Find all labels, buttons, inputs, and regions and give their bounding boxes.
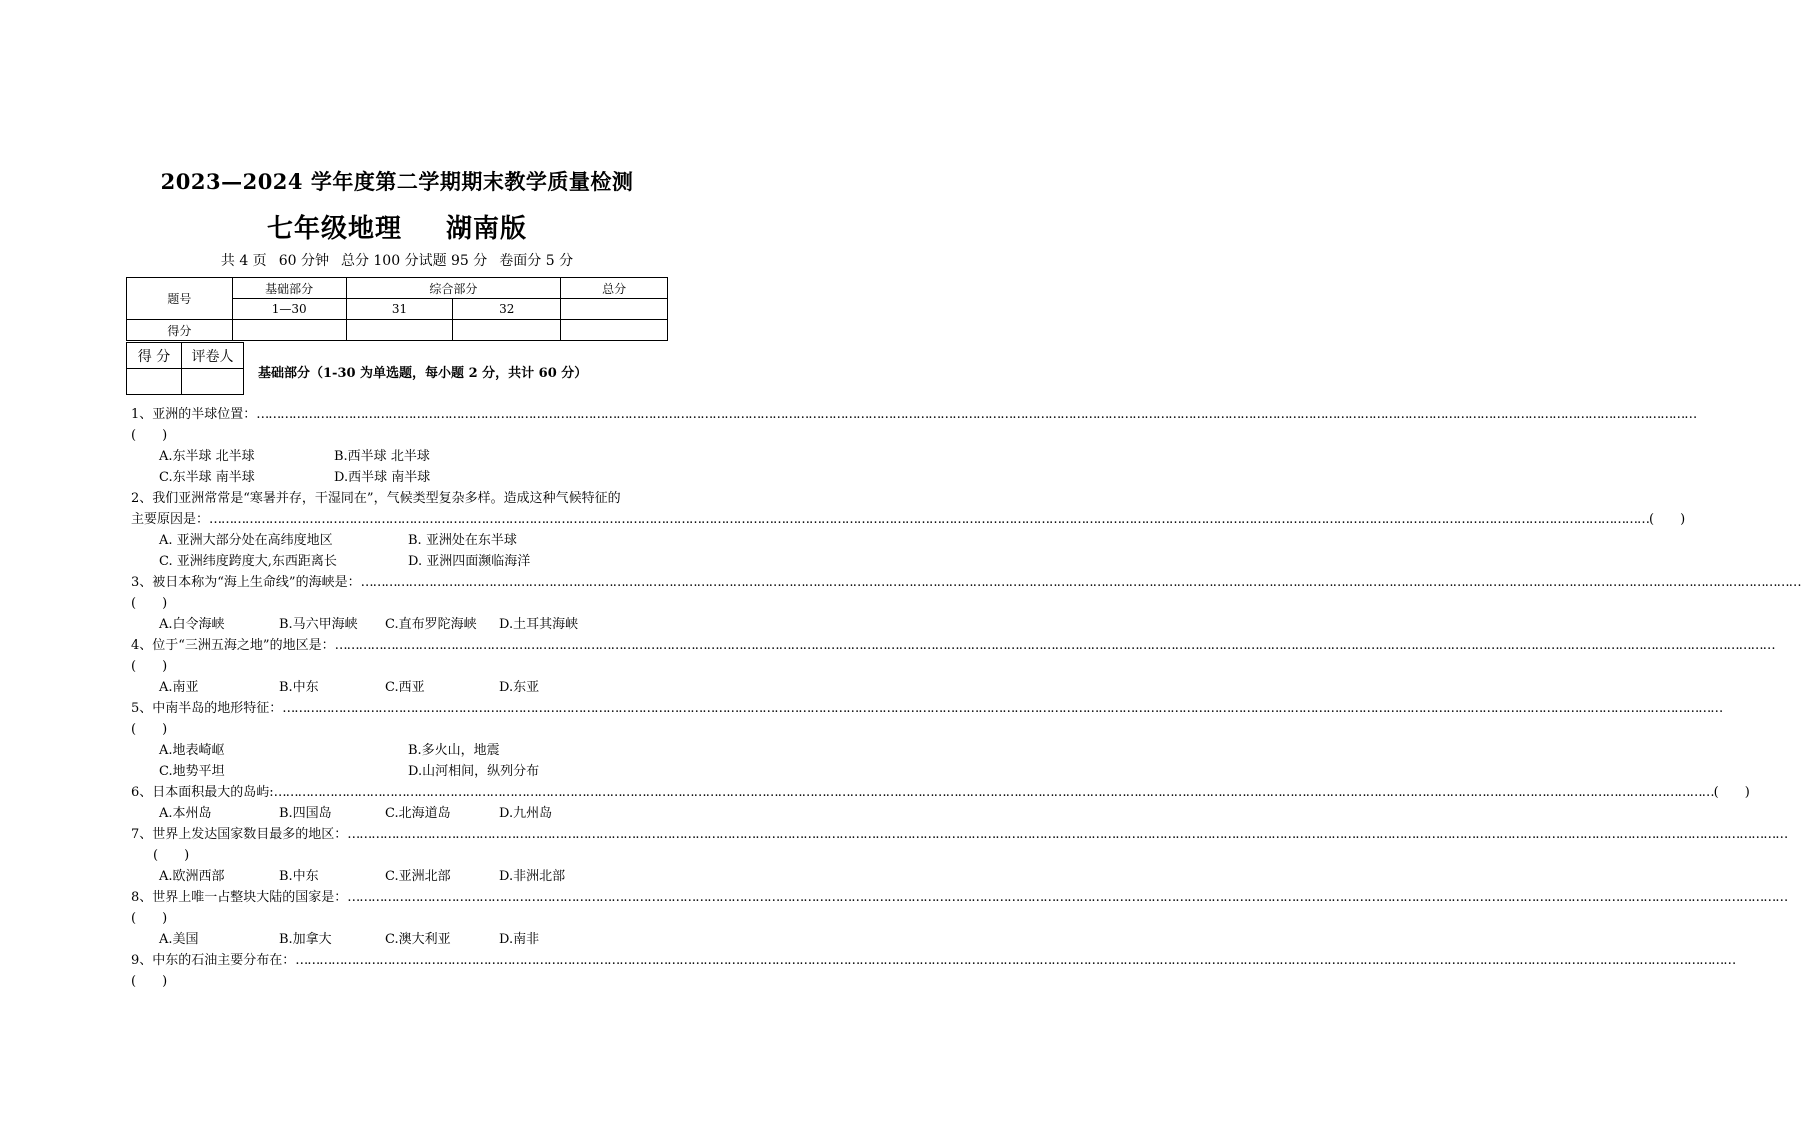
score-table (126, 277, 668, 341)
question-32: 32 (453, 299, 561, 320)
leader-dots: ……………………………………………………………………………………………………………………………………………………………………………………………………………………………………………………………………………………………………………………………… (209, 512, 1650, 527)
basic-part-header: 基础部分 (232, 278, 346, 299)
answer-option[interactable]: B. 亚洲处在东半球 (408, 533, 517, 548)
grader-score-cell[interactable] (127, 369, 182, 395)
question-stem-line (131, 950, 1736, 971)
meta-neatness: 卷面分 5 分 (499, 253, 574, 269)
question-stem: 5、中南半岛的地形特征： (131, 701, 283, 716)
grader-box (126, 342, 244, 395)
leader-dots: ……………………………………………………………………………………………………………………………………………………………………………………………………………………………………………………………………………………………………………………………… (334, 638, 1775, 653)
answer-option[interactable]: D.山河相间，纵列分布 (408, 764, 540, 779)
edition-label: 湖南版 (446, 214, 528, 244)
leader-dots: ……………………………………………………………………………………………………………………………………………………………………………………………………………………………………………………………………………………………………………………………… (282, 701, 1723, 716)
score-cell[interactable] (453, 320, 561, 341)
question-item (131, 782, 1750, 824)
answer-option[interactable]: A.东半球 北半球 (159, 449, 255, 464)
question-stem-line (131, 404, 1697, 425)
leader-dots: ……………………………………………………………………………………………………………………………………………………………………………………………………………………………………………………………………………………………………………………………… (347, 890, 1788, 905)
answer-option[interactable]: D.东亚 (499, 680, 540, 695)
question-stem: 8、世界上唯一占整块大陆的国家是： (131, 890, 348, 905)
question-stem: 9、中东的石油主要分布在： (131, 953, 296, 968)
question-stem: 3、被日本称为“海上生命线”的海峡是： (131, 575, 361, 590)
option-row (131, 866, 663, 887)
grader-name-label: 评卷人 (182, 343, 244, 369)
answer-option[interactable]: D.土耳其海峡 (499, 617, 579, 632)
answer-paren[interactable]: ( ) (1713, 785, 1750, 800)
answer-option[interactable]: B.四国岛 (279, 806, 332, 821)
question-stem: 1、亚洲的半球位置： (131, 407, 257, 422)
question-stem-line (131, 698, 1723, 719)
question-item (131, 635, 1775, 698)
meta-total: 总分 100 分试题 95 分 (340, 253, 488, 269)
total-header: 总分 (561, 278, 668, 299)
option-row (131, 551, 663, 572)
answer-paren[interactable]: ( ) (131, 428, 168, 443)
answer-option[interactable]: A.欧洲西部 (159, 869, 225, 884)
answer-option[interactable]: A.美国 (159, 932, 199, 947)
question-item (131, 488, 1686, 572)
option-row (131, 467, 663, 488)
answer-option[interactable]: D.非洲北部 (499, 869, 566, 884)
answer-option[interactable]: B.多火山，地震 (408, 743, 500, 758)
leader-dots: ……………………………………………………………………………………………………………………………………………………………………………………………………………………………………………………………………………………………………………………………… (273, 785, 1714, 800)
answer-option[interactable]: D. 亚洲四面濒临海洋 (408, 554, 531, 569)
answer-paren[interactable]: ( ) (1649, 512, 1686, 527)
exam-subtitle (0, 208, 794, 245)
question-item (131, 404, 1697, 488)
option-row (131, 530, 663, 551)
question-stem-cont: 主要原因是： (131, 512, 210, 527)
option-row (131, 740, 663, 761)
basic-range: 1—30 (232, 299, 346, 320)
option-row (131, 803, 663, 824)
question-item (131, 698, 1723, 782)
answer-option[interactable]: C.东半球 南半球 (159, 470, 255, 485)
answer-option[interactable]: C.澳大利亚 (385, 932, 451, 947)
question-stem: 7、世界上发达国家数目最多的地区： (131, 827, 348, 842)
answer-option[interactable]: A.南亚 (159, 680, 199, 695)
leader-dots: ……………………………………………………………………………………………………………………………………………………………………………………………………………………………………………………………………………………………………………………………… (256, 407, 1697, 422)
score-cell[interactable] (561, 320, 668, 341)
section-instructions: 基础部分（1-30 为单选题，每小题 2 分，共计 60 分） (258, 366, 588, 381)
question-item (131, 572, 1801, 635)
answer-paren[interactable]: ( ) (131, 722, 168, 737)
question-item (131, 824, 1788, 887)
answer-option[interactable]: C.北海道岛 (385, 806, 451, 821)
option-row (131, 614, 663, 635)
answer-option[interactable]: D.南非 (499, 932, 540, 947)
question-number-label: 题号 (127, 278, 233, 320)
answer-option[interactable]: C.亚洲北部 (385, 869, 451, 884)
grader-name-cell[interactable] (182, 369, 244, 395)
option-row (131, 677, 663, 698)
answer-paren[interactable]: ( ) (131, 596, 168, 611)
question-stem-line (131, 635, 1775, 656)
question-stem-line (131, 509, 1686, 530)
leader-dots: ……………………………………………………………………………………………………………………………………………………………………………………………………………………………………………………………………………………………………………………………… (360, 575, 1801, 590)
meta-time: 60 分钟 (278, 253, 329, 269)
subject-label: 七年级地理 (266, 214, 402, 244)
meta-pages: 共 4 页 (220, 253, 267, 269)
answer-option[interactable]: B.中东 (279, 680, 319, 695)
answer-option[interactable]: C. 亚洲纬度跨度大,东西距离长 (159, 554, 337, 569)
answer-option[interactable]: A. 亚洲大部分处在高纬度地区 (159, 533, 333, 548)
option-row (131, 446, 663, 467)
answer-option[interactable]: C.西亚 (385, 680, 425, 695)
question-stem-line (131, 887, 1788, 908)
question-stem-line (131, 572, 1801, 593)
answer-paren[interactable]: ( ) (131, 659, 168, 674)
answer-option[interactable]: A.本州岛 (159, 806, 212, 821)
option-row (131, 761, 663, 782)
answer-option[interactable]: B.西半球 北半球 (334, 449, 430, 464)
question-item (131, 887, 1788, 950)
leader-dots: ……………………………………………………………………………………………………………………………………………………………………………………………………………………………………………………………………………………………………………………………… (347, 827, 1788, 842)
answer-paren[interactable]: ( ) (131, 911, 168, 926)
answer-option[interactable]: C.地势平坦 (159, 764, 225, 779)
question-stem-line (131, 824, 1788, 845)
answer-paren[interactable]: ( ) (153, 848, 190, 863)
exam-title: 2023—2024 学年度第二学期期末教学质量检测 (160, 169, 634, 194)
question-stem: 2、我们亚洲常常是“寒暑并存，干湿同在”，气候类型复杂多样。造成这种气候特征的 (131, 491, 621, 506)
answer-option[interactable]: D.九州岛 (499, 806, 553, 821)
comprehensive-part-header: 综合部分 (346, 278, 561, 299)
leader-dots: ……………………………………………………………………………………………………………………………………………………………………………………………………………………………………………………………………………………………………………………………… (295, 953, 1736, 968)
answer-option[interactable]: C.直布罗陀海峡 (385, 617, 477, 632)
total-blank (561, 299, 668, 320)
answer-paren[interactable]: ( ) (131, 974, 168, 989)
grader-score-label: 得 分 (127, 343, 182, 369)
question-31: 31 (346, 299, 453, 320)
question-list (131, 404, 1801, 992)
option-row (131, 929, 663, 950)
answer-option[interactable]: B.加拿大 (279, 932, 332, 947)
question-stem: 6、日本面积最大的岛屿: (131, 785, 274, 800)
answer-option[interactable]: B.马六甲海峡 (279, 617, 358, 632)
answer-option[interactable]: B.中东 (279, 869, 319, 884)
question-item (131, 950, 1736, 992)
exam-meta (0, 250, 794, 270)
score-row-label: 得分 (127, 320, 233, 341)
answer-option[interactable]: A.白令海峡 (159, 617, 225, 632)
answer-option[interactable]: D.西半球 南半球 (334, 470, 431, 485)
question-stem: 4、位于“三洲五海之地”的地区是： (131, 638, 335, 653)
answer-option[interactable]: A.地表崎岖 (159, 743, 225, 758)
question-stem-line (131, 782, 1750, 803)
score-cell[interactable] (232, 320, 346, 341)
score-cell[interactable] (346, 320, 453, 341)
